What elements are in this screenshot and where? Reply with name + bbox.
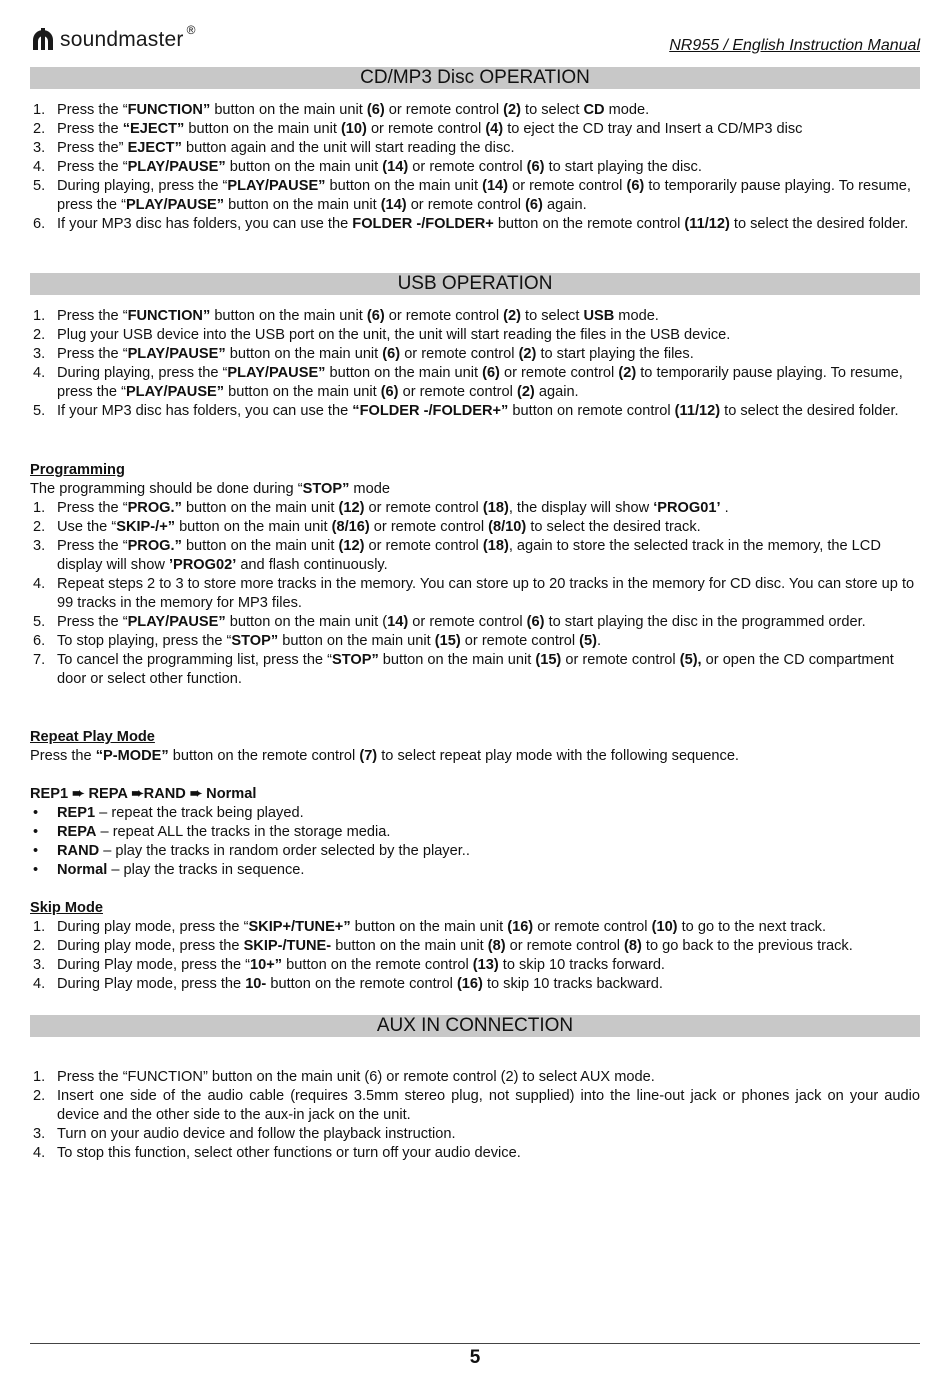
bullet-icon: •	[33, 805, 39, 821]
repeat-section	[30, 728, 920, 880]
programming-steps	[30, 499, 920, 689]
list-item: 2. During play mode, press the SKIP-/TUNE- button on the main unit (8) or remote control (8) to go back to the previous track.	[33, 938, 853, 954]
bullet-icon: •	[33, 824, 39, 840]
repeat-modes-list	[30, 804, 920, 880]
list-item-number: 2.	[33, 938, 46, 954]
list-item-number: 5.	[33, 614, 46, 630]
list-item: 2. Insert one side of the audio cable (requires 3.5mm stereo plug, not supplied) into the line-out jack or phones jack on your audio device and the other side to the aux-in jack on the unit.	[33, 1088, 920, 1123]
list-item-number: 2.	[33, 1088, 46, 1104]
soundmaster-logo-icon	[30, 26, 56, 52]
list-item-number: 4.	[33, 576, 46, 592]
list-item-number: 1.	[33, 308, 46, 324]
list-item: 4. During playing, press the “PLAY/PAUSE” button on the main unit (6) or remote control (2) to temporarily pause playing. To resume, press the “PLAY/PAUSE” button on the main unit (6) or remote control (2) again.	[33, 365, 903, 400]
list-item-number: 4.	[33, 365, 46, 381]
list-item: 4. To stop this function, select other functions or turn off your audio device.	[33, 1145, 521, 1161]
cd-section	[30, 101, 920, 234]
list-item-number: 3.	[33, 957, 46, 973]
list-item: 4. Press the “PLAY/PAUSE” button on the main unit (14) or remote control (6) to start playing the disc.	[33, 159, 702, 175]
cd-steps	[30, 101, 920, 234]
list-item: 1. Press the “FUNCTION” button on the main unit (6) or remote control (2) to select USB mode.	[33, 308, 659, 324]
list-item: 5. Press the “PLAY/PAUSE” button on the main unit (14) or remote control (6) to start playing the disc in the programmed order.	[33, 614, 866, 630]
aux-steps	[30, 1068, 920, 1163]
list-item: 3. Turn on your audio device and follow the playback instruction.	[33, 1126, 456, 1142]
brand-name: soundmaster	[60, 27, 184, 51]
list-item: 4. Repeat steps 2 to 3 to store more tracks in the memory. You can store up to 20 tracks in the memory for CD disc. You can store up to 99 tracks in the memory for MP3 files.	[33, 576, 915, 611]
repeat-sequence: REP1 ➨ REPA ➨RAND ➨ Normal	[30, 786, 257, 802]
list-item-number: 7.	[33, 652, 46, 668]
aux-section	[30, 1068, 920, 1163]
section-heading-cd: CD/MP3 Disc OPERATION	[30, 67, 920, 89]
list-item: 6. If your MP3 disc has folders, you can use the FOLDER -/FOLDER+ button on the remote control (11/12) to select the desired folder.	[33, 216, 909, 232]
skip-heading: Skip Mode	[30, 900, 103, 916]
repeat-intro: Press the “P-MODE” button on the remote control (7) to select repeat play mode with the following sequence.	[30, 748, 739, 764]
list-item-number: 4.	[33, 1145, 46, 1161]
list-item-number: 2.	[33, 327, 46, 343]
list-item: 1. Press the “PROG.” button on the main unit (12) or remote control (18), the display will show ‘PROG01’ .	[33, 500, 729, 516]
list-item-number: 4.	[33, 976, 46, 992]
list-item: 2. Plug your USB device into the USB port on the unit, the unit will start reading the files in the USB device.	[33, 327, 731, 343]
list-item: 3. Press the “PLAY/PAUSE” button on the main unit (6) or remote control (2) to start playing the files.	[33, 346, 694, 362]
list-item: 2. Use the “SKIP-/+” button on the main unit (8/16) or remote control (8/10) to select the desired track.	[33, 519, 701, 535]
programming-intro: The programming should be done during “STOP” mode	[30, 481, 390, 497]
list-item-number: 2.	[33, 121, 46, 137]
programming-heading: Programming	[30, 462, 125, 478]
list-item-number: 3.	[33, 538, 46, 554]
list-item-number: 3.	[33, 1126, 46, 1142]
list-item: 3. Press the” EJECT” button again and the unit will start reading the disc.	[33, 140, 515, 156]
usb-section	[30, 307, 920, 421]
list-item-number: 1.	[33, 102, 46, 118]
section-heading-usb: USB OPERATION	[30, 273, 920, 295]
list-item: 3. During Play mode, press the “10+” button on the remote control (13) to skip 10 tracks forward.	[33, 957, 665, 973]
list-item: 2. Press the “EJECT” button on the main unit (10) or remote control (4) to eject the CD tray and Insert a CD/MP3 disc	[33, 121, 803, 137]
list-item: 5. If your MP3 disc has folders, you can use the “FOLDER -/FOLDER+” button on remote control (11/12) to select the desired folder.	[33, 403, 899, 419]
usb-steps	[30, 307, 920, 421]
bullet-item: • RAND – play the tracks in random order selected by the player..	[33, 843, 470, 859]
section-heading-aux: AUX IN CONNECTION	[30, 1015, 920, 1037]
list-item: 1. Press the “FUNCTION” button on the main unit (6) or remote control (2) to select CD mode.	[33, 102, 650, 118]
list-item: 5. During playing, press the “PLAY/PAUSE” button on the main unit (14) or remote control (6) to temporarily pause playing. To resume, press the “PLAY/PAUSE” button on the main unit (14) or remote control (6) again.	[33, 178, 911, 213]
bullet-icon: •	[33, 843, 39, 859]
list-item-number: 3.	[33, 140, 46, 156]
programming-section	[30, 461, 920, 689]
list-item-number: 1.	[33, 1069, 46, 1085]
registered-mark: ®	[186, 22, 196, 37]
list-item-number: 3.	[33, 346, 46, 362]
page-number: 5	[469, 1347, 481, 1368]
list-item-number: 4.	[33, 159, 46, 175]
footer-divider	[30, 1343, 920, 1344]
list-item: 7. To cancel the programming list, press the “STOP” button on the main unit (15) or remote control (5), or open the CD compartment door or select other function.	[33, 652, 894, 687]
repeat-heading: Repeat Play Mode	[30, 729, 155, 745]
list-item: 3. Press the “PROG.” button on the main unit (12) or remote control (18), again to store the selected track in the memory, the LCD display will show ’PROG02’ and flash continuously.	[33, 538, 881, 573]
brand-logo	[30, 22, 196, 52]
bullet-item: • Normal – play the tracks in sequence.	[33, 862, 305, 878]
document-title: NR955 / English Instruction Manual	[669, 37, 920, 54]
list-item-number: 6.	[33, 216, 46, 232]
page-header	[30, 22, 920, 60]
list-item-number: 2.	[33, 519, 46, 535]
list-item: 1. Press the “FUNCTION” button on the main unit (6) or remote control (2) to select AUX mode.	[33, 1069, 655, 1085]
bullet-icon: •	[33, 862, 39, 878]
list-item-number: 1.	[33, 919, 46, 935]
list-item: 1. During play mode, press the “SKIP+/TUNE+” button on the main unit (16) or remote control (10) to go to the next track.	[33, 919, 826, 935]
list-item-number: 6.	[33, 633, 46, 649]
list-item: 6. To stop playing, press the “STOP” button on the main unit (15) or remote control (5).	[33, 633, 602, 649]
list-item: 4. During Play mode, press the 10- button on the remote control (16) to skip 10 tracks backward.	[33, 976, 663, 992]
list-item-number: 1.	[33, 500, 46, 516]
skip-section	[30, 899, 920, 994]
list-item-number: 5.	[33, 403, 46, 419]
bullet-item: • REPA – repeat ALL the tracks in the storage media.	[33, 824, 391, 840]
skip-steps	[30, 918, 920, 994]
list-item-number: 5.	[33, 178, 46, 194]
bullet-item: • REP1 – repeat the track being played.	[33, 805, 304, 821]
